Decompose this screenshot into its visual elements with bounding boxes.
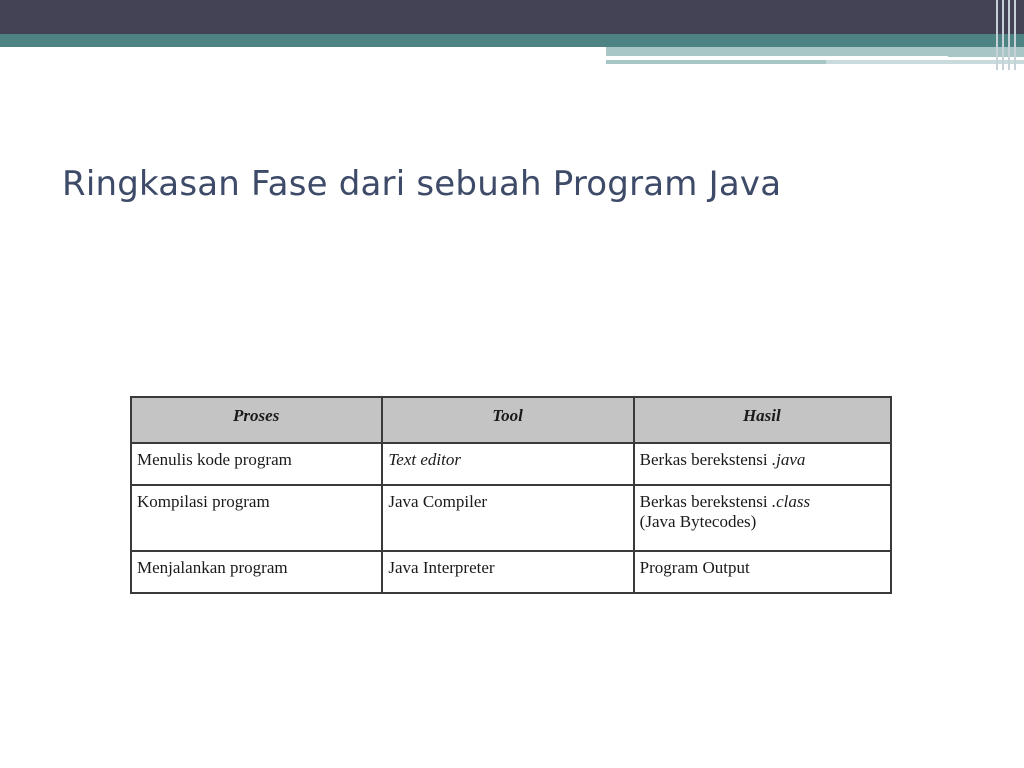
cell-tool: Text editor <box>382 443 633 485</box>
header-edge-lines <box>992 0 1024 70</box>
cell-hasil <box>634 551 891 593</box>
table-row <box>131 443 891 485</box>
table-row <box>131 551 891 593</box>
hasil-note: (Java Bytecodes) <box>639 512 757 531</box>
table-row <box>131 485 891 551</box>
hasil-text: Berkas berekstensi <box>639 450 772 469</box>
header-tool: Tool <box>382 397 633 443</box>
cell-tool: Java Compiler <box>382 485 633 551</box>
header-hasil: Hasil <box>634 397 891 443</box>
hasil-text: Berkas berekstensi <box>639 492 772 511</box>
header-bar-divider <box>606 56 948 58</box>
header-proses: Proses <box>131 397 382 443</box>
header-bar-dark <box>0 0 1024 34</box>
cell-proses: Kompilasi program <box>131 485 382 551</box>
header-bar-light-thin <box>606 60 826 64</box>
cell-hasil <box>634 443 891 485</box>
cell-hasil <box>634 485 891 551</box>
java-phases-table <box>130 396 892 594</box>
cell-proses: Menulis kode program <box>131 443 382 485</box>
hasil-extension: .java <box>771 450 806 469</box>
slide-title: Ringkasan Fase dari sebuah Program Java <box>62 164 782 204</box>
hasil-extension: .class <box>771 492 811 511</box>
header-bar-teal <box>0 34 1024 47</box>
hasil-text: Program Output <box>639 558 750 577</box>
cell-tool: Java Interpreter <box>382 551 633 593</box>
phases-table <box>130 396 892 594</box>
table-header-row <box>131 397 891 443</box>
cell-proses: Menjalankan program <box>131 551 382 593</box>
